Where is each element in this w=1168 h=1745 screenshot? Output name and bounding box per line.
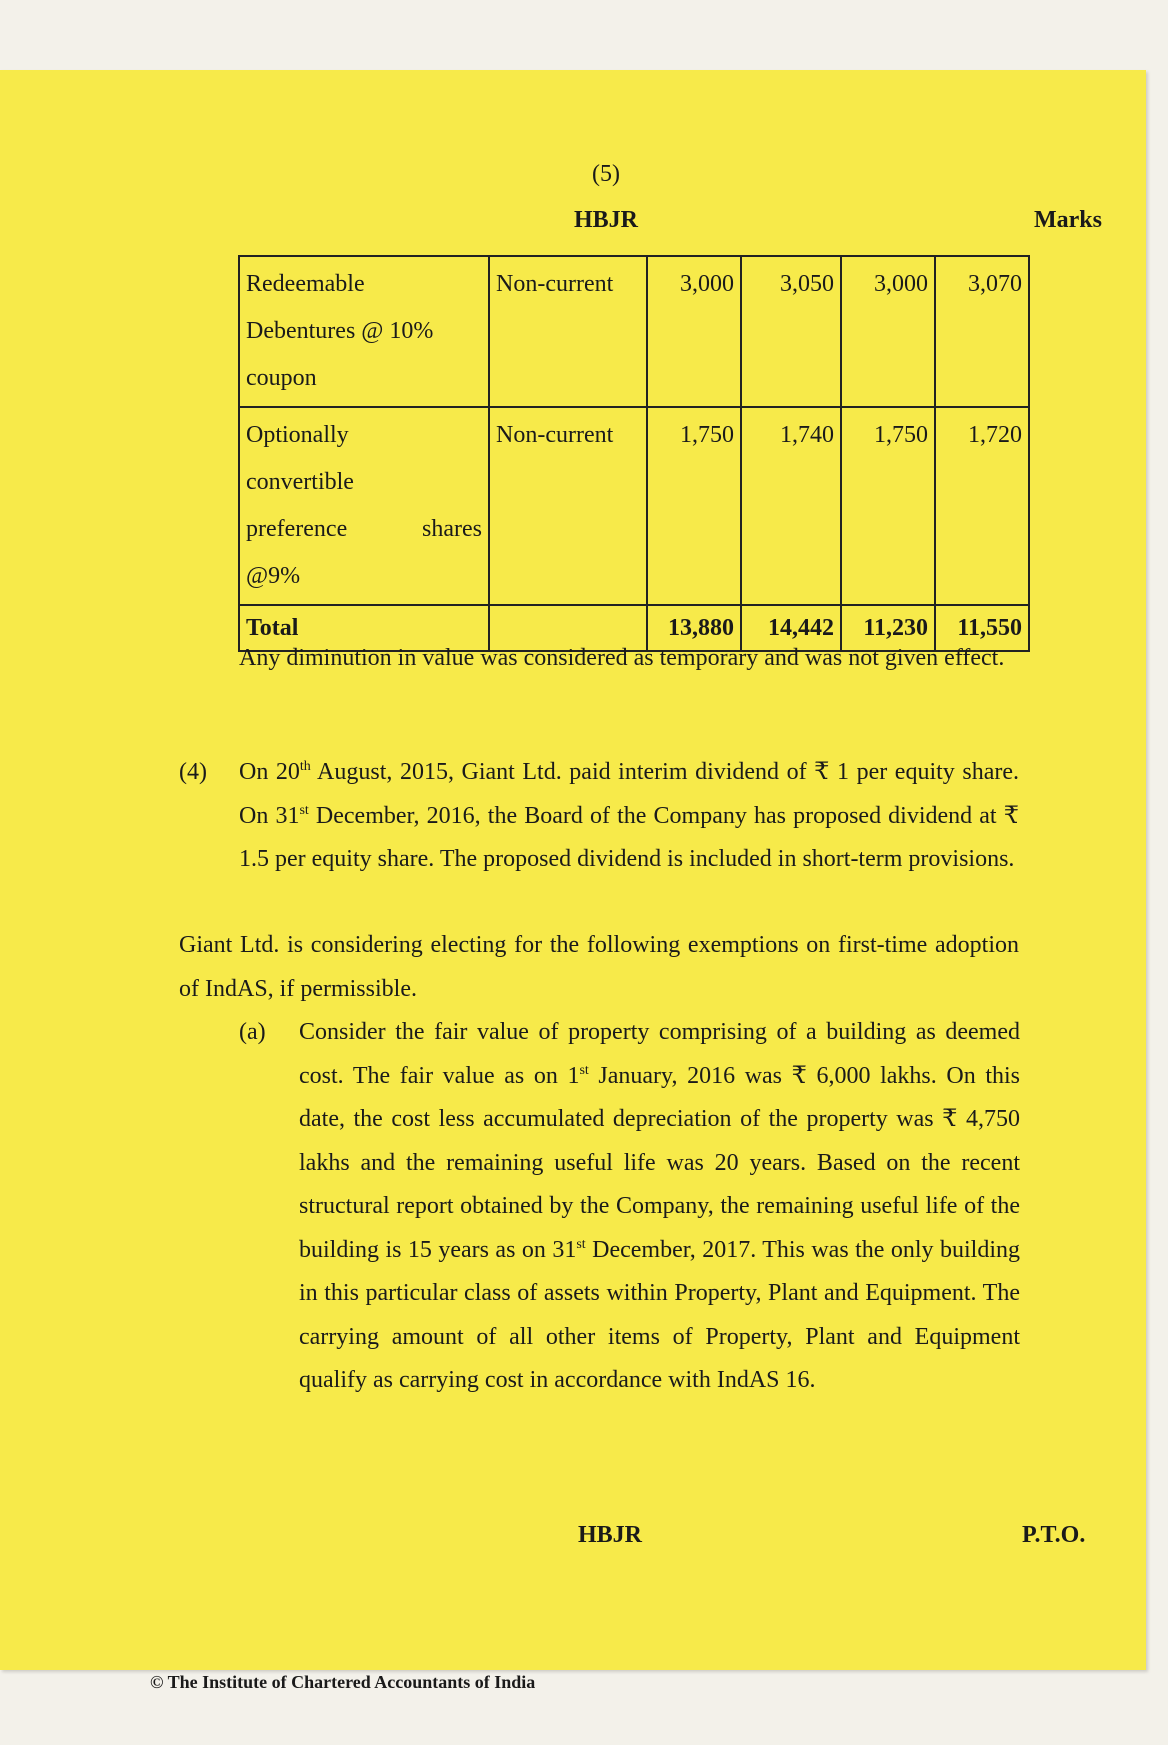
item-4-text: On 20th August, 2015, Giant Ltd. paid interim dividend of ₹ 1 per equity share. On 31st December, 2016, the Board of the Company has proposed dividend at ₹ 1.5 per equity share. The proposed dividend is included in short-term provisions. <box>239 759 1019 872</box>
table-cell: 1,750 <box>841 407 935 605</box>
table-cell: 14,442 <box>741 605 841 651</box>
table-cell: 3,000 <box>841 256 935 407</box>
table-cell: 11,230 <box>841 605 935 651</box>
table-cell: 11,550 <box>935 605 1029 651</box>
row-class: Non-current <box>489 407 647 605</box>
table-row <box>239 256 1029 407</box>
table-note: Any diminution in value was considered as temporary and was not given effect. <box>239 645 1005 671</box>
paper-code-header: HBJR <box>574 207 639 233</box>
data-table <box>238 255 1030 652</box>
row-class: Non-current <box>489 256 647 407</box>
sub-item-label: (a) <box>239 1019 266 1045</box>
table-cell: 1,740 <box>741 407 841 605</box>
copyright-notice: © The Institute of Chartered Accountants of India <box>150 1672 536 1692</box>
row-description: Optionally convertible preference shares @9% <box>239 407 489 605</box>
table-cell: 3,050 <box>741 256 841 407</box>
marks-label: Marks <box>1034 207 1102 233</box>
table-cell: 1,750 <box>647 407 741 605</box>
pto-label: P.T.O. <box>1022 1522 1086 1548</box>
table-cell: 3,070 <box>935 256 1029 407</box>
total-label: Total <box>239 605 489 651</box>
table-cell: 3,000 <box>647 256 741 407</box>
item-number: (4) <box>179 759 207 785</box>
table-row <box>239 407 1029 605</box>
item-a-text: Consider the fair value of property comprising of a building as deemed cost. The fair value as on 1st January, 2016 was ₹ 6,000 lakhs. On this date, the cost less accumulated depreciation of the property was ₹ 4,750 lakhs and the remaining useful life was 20 years. Based on the recent structural report obtained by the Company, the remaining useful life of the building is 15 years as on 31st December, 2017. This was the only building in this particular class of assets within Property, Plant and Equipment. The carrying amount of all other items of Property, Plant and Equipment qualify as carrying cost in accordance with IndAS 16. <box>299 1019 1020 1393</box>
exemptions-intro: Giant Ltd. is considering electing for the following exemptions on first-time adoption of IndAS, if permissible. <box>179 932 1019 1002</box>
row-description: Redeemable Debentures @ 10% coupon <box>239 256 489 407</box>
table-cell: 13,880 <box>647 605 741 651</box>
page-number: (5) <box>592 161 620 187</box>
paper-code-footer: HBJR <box>578 1522 643 1548</box>
table-cell: 1,720 <box>935 407 1029 605</box>
